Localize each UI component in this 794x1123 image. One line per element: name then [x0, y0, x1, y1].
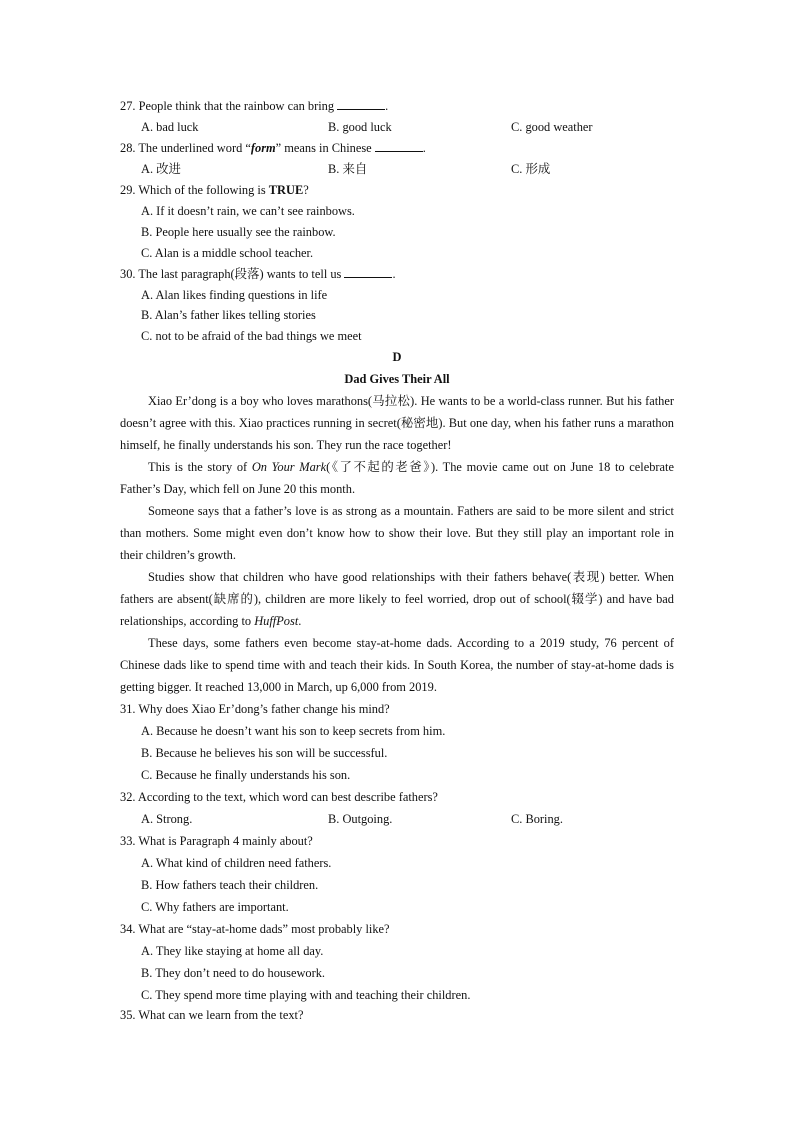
q34-option-a: A. They like staying at home all day. — [141, 944, 324, 958]
section-letter: D — [392, 350, 402, 364]
passage-paragraph-1: Xiao Er’dong is a boy who loves marathons(马拉松). He wants to be a world-class runner. But his father doesn’t agree with this. Xiao practices running in secret(秘密地). But one day, when his father runs a marathon himself, he finally understands his son. They run the race together! — [120, 394, 674, 452]
passage-paragraph-5: These days, some fathers even become stay-at-home dads. According to a 2019 study, 76 percent of Chinese dads like to spend time with and teach their kids. In South Korea, the number of stay-at-home dads is getting bigger. It reached 13,000 in March, up 6,000 from 2019. — [120, 636, 674, 694]
paragraph-2-text-end: (《了不起的老爸》). The movie came out on June 18 to celebrate Father’s Day, which fell on June 20 this month. — [120, 460, 674, 496]
question-31: 31. Why does Xiao Er’dong’s father change his mind? — [120, 702, 390, 716]
question-27 — [120, 96, 388, 117]
q28-option-c: C. 形成 — [511, 162, 551, 176]
source-name: HuffPost — [254, 614, 299, 628]
question-34: 34. What are “stay-at-home dads” most probably like? — [120, 922, 390, 936]
paragraph-4-text: Studies show that children who have good relationships with their fathers behave(表现) better. When fathers are absent(缺席的), children are more likely to feel worried, drop out of school(辍学) and have bad relationships, according to — [120, 570, 674, 628]
question-35: 35. What can we learn from the text? — [120, 1008, 304, 1022]
q30-option-c: C. not to be afraid of the bad things we meet — [141, 329, 362, 343]
answer-blank — [344, 265, 392, 278]
q29-option-a: A. If it doesn’t rain, we can’t see rainbows. — [141, 204, 355, 218]
q32-option-b: B. Outgoing. — [328, 812, 393, 826]
movie-title: On Your Mark — [251, 460, 327, 474]
question-28 — [120, 138, 426, 159]
question-28-end: . — [422, 141, 426, 155]
question-29-stem: 29. Which of the following is — [120, 183, 269, 197]
question-29 — [120, 180, 309, 201]
q32-option-c: C. Boring. — [511, 812, 563, 826]
passage-paragraph-3: Someone says that a father’s love is as strong as a mountain. Fathers are said to be more silent and strict than mothers. Some might even don’t know how to show their love. But they still play an important role in their children’s growth. — [120, 504, 674, 562]
q29-option-c: C. Alan is a middle school teacher. — [141, 246, 314, 260]
q29-option-b: B. People here usually see the rainbow. — [141, 225, 336, 239]
q28-option-b: B. 来自 — [328, 162, 368, 176]
q28-option-a: A. 改进 — [141, 162, 181, 176]
q34-option-b: B. They don’t need to do housework. — [141, 966, 326, 980]
question-28-stem-end: ” means in Chinese — [275, 141, 372, 155]
q31-option-b: B. Because he believes his son will be successful. — [141, 746, 388, 760]
question-27-end: . — [385, 99, 389, 113]
q31-option-a: A. Because he doesn’t want his son to keep secrets from him. — [141, 724, 446, 738]
question-29-emphasis: TRUE — [268, 183, 304, 197]
q30-option-b: B. Alan’s father likes telling stories — [141, 308, 316, 322]
q30-option-a: A. Alan likes finding questions in life — [141, 288, 328, 302]
question-29-end: ? — [303, 183, 309, 197]
passage-paragraph-2 — [120, 456, 674, 500]
q27-option-b: B. good luck — [328, 120, 392, 134]
paragraph-4-end: . — [298, 614, 302, 628]
question-30-end: . — [392, 267, 396, 281]
q33-option-b: B. How fathers teach their children. — [141, 878, 319, 892]
underlined-word: form — [250, 141, 276, 155]
question-27-stem: 27. People think that the rainbow can bring — [120, 99, 335, 113]
passage-paragraph-4 — [120, 566, 674, 632]
q33-option-a: A. What kind of children need fathers. — [141, 856, 332, 870]
answer-blank — [337, 97, 385, 110]
q34-option-c: C. They spend more time playing with and teaching their children. — [141, 988, 471, 1002]
q31-option-c: C. Because he finally understands his son. — [141, 768, 351, 782]
question-30 — [120, 264, 396, 285]
q33-option-c: C. Why fathers are important. — [141, 900, 289, 914]
q27-option-a: A. bad luck — [141, 120, 199, 134]
question-32: 32. According to the text, which word can best describe fathers? — [120, 790, 438, 804]
answer-blank — [375, 139, 423, 152]
question-30-stem: 30. The last paragraph(段落) wants to tell us — [120, 267, 342, 281]
question-28-stem: 28. The underlined word “ — [120, 141, 251, 155]
question-33: 33. What is Paragraph 4 mainly about? — [120, 834, 313, 848]
passage-title: Dad Gives Their All — [344, 372, 450, 386]
paragraph-2-text: This is the story of — [148, 460, 252, 474]
q27-option-c: C. good weather — [511, 120, 593, 134]
q32-option-a: A. Strong. — [141, 812, 193, 826]
